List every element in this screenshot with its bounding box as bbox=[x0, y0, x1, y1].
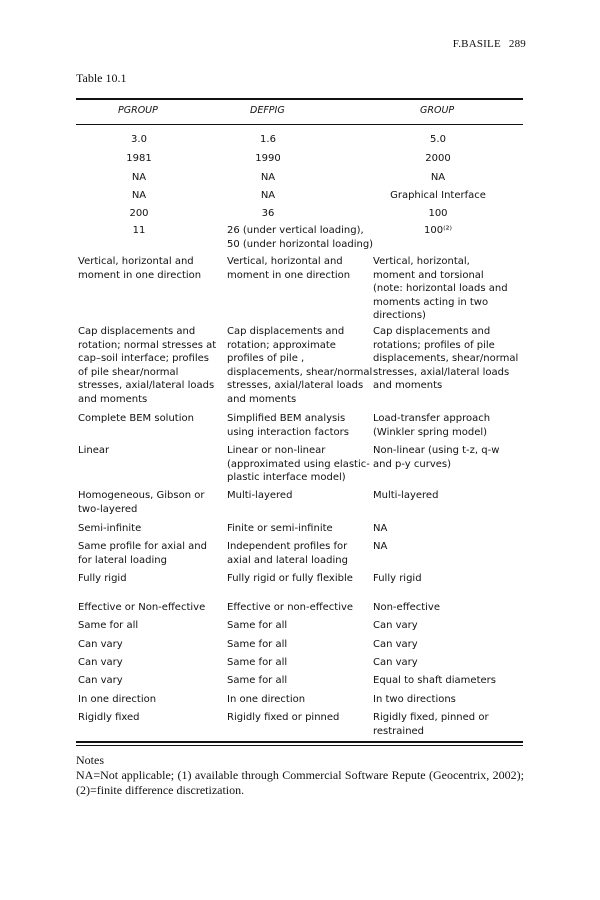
table-cell: NA bbox=[430, 172, 446, 183]
table-cell: Equal to shaft diameters bbox=[373, 675, 496, 686]
table-cell: Can vary bbox=[373, 620, 418, 631]
table-cell: Cap displacements and rotations; profiles of pile displacements, shear/normal stresses, axial/lateral loads and moments bbox=[373, 326, 519, 391]
table-cell: Effective or non-effective bbox=[227, 602, 354, 613]
table-cell: 26 (under vertical loading), 50 (under horizontal loading) bbox=[227, 225, 374, 250]
column-header-defpig: DEFPIG bbox=[250, 105, 285, 116]
table-cell: Same for all bbox=[227, 639, 288, 650]
table-cell: Can vary bbox=[78, 675, 123, 686]
table-cell: 5.0 bbox=[430, 134, 446, 145]
table-cell: Same for all bbox=[78, 620, 139, 631]
table-cell: Same for all bbox=[227, 675, 288, 686]
table-cell: NA bbox=[373, 541, 388, 552]
table-cell: Fully rigid or fully flexible bbox=[227, 573, 353, 584]
table-bottom-rule-double bbox=[76, 745, 523, 746]
table-cell: 100⁽²⁾ bbox=[423, 225, 452, 236]
table-cell: Rigidly fixed bbox=[78, 712, 140, 723]
table-cell: 1981 bbox=[126, 153, 152, 164]
table-bottom-rule bbox=[76, 741, 523, 743]
table-cell: In one direction bbox=[227, 694, 306, 705]
table-cell: Homogeneous, Gibson or two-layered bbox=[78, 490, 205, 515]
table-cell: NA bbox=[260, 190, 276, 201]
column-header-group: GROUP bbox=[420, 105, 455, 116]
table-cell: Fully rigid bbox=[78, 573, 127, 584]
table-cell: Same profile for axial and for lateral loading bbox=[78, 541, 207, 566]
table-cell: 1.6 bbox=[260, 134, 276, 145]
table-cell: Cap displacements and rotation; normal stresses at cap–soil interface; profiles of pile shear/normal stresses, axial/lateral loads and moments bbox=[78, 326, 217, 405]
table-cell: Rigidly fixed, pinned or restrained bbox=[373, 712, 489, 737]
table-cell: Non-linear (using t-z, q-w and p-y curves) bbox=[373, 445, 500, 470]
table-header-rule bbox=[76, 124, 523, 125]
table-cell: NA bbox=[260, 172, 276, 183]
table-cell: Graphical Interface bbox=[390, 190, 486, 201]
table-cell: Vertical, horizontal and moment in one direction bbox=[78, 256, 202, 281]
table-cell: Vertical, horizontal and moment in one direction bbox=[227, 256, 351, 281]
table-cell: Independent profiles for axial and lateral loading bbox=[227, 541, 348, 566]
table-top-rule bbox=[76, 98, 523, 100]
table-cell: 2000 bbox=[425, 153, 451, 164]
table-cell: Multi-layered bbox=[373, 490, 439, 501]
table-cell: Vertical, horizontal, moment and torsional (note: horizontal loads and moments acting in two directions) bbox=[373, 256, 508, 321]
table-cell: 11 bbox=[132, 225, 146, 236]
table-cell: Complete BEM solution bbox=[78, 413, 194, 424]
table-cell: Can vary bbox=[373, 639, 418, 650]
table-cell: Finite or semi-infinite bbox=[227, 523, 333, 534]
table-cell: 100 bbox=[428, 208, 448, 219]
table-cell: Same for all bbox=[227, 657, 288, 668]
table-caption: Table 10.1 bbox=[76, 71, 127, 85]
table-cell: Can vary bbox=[78, 657, 123, 668]
table-cell: In one direction bbox=[78, 694, 157, 705]
table-cell: Semi-infinite bbox=[78, 523, 142, 534]
notes-text: NA=Not applicable; (1) available through Commercial Software Repute (Geocentrix, 2002); (2)=finite difference discretization. bbox=[76, 768, 524, 797]
notes-title: Notes bbox=[76, 753, 104, 767]
table-cell: Linear or non-linear (approximated using elastic- plastic interface model) bbox=[227, 445, 370, 483]
table-cell: In two directions bbox=[373, 694, 456, 705]
table-cell: Linear bbox=[78, 445, 110, 456]
table-cell: Simplified BEM analysis using interaction factors bbox=[227, 413, 349, 438]
table-cell: Multi-layered bbox=[227, 490, 293, 501]
table-cell: Load-transfer approach (Winkler spring model) bbox=[373, 413, 491, 438]
column-header-pgroup: PGROUP bbox=[118, 105, 158, 116]
table-cell: Can vary bbox=[78, 639, 123, 650]
table-cell: Cap displacements and rotation; approximate profiles of pile , displacements, shear/normal stresses, axial/lateral loads and moments bbox=[227, 326, 373, 405]
table-cell: Fully rigid bbox=[373, 573, 422, 584]
running-head-author: F.BASILE bbox=[452, 38, 501, 50]
table-cell: Can vary bbox=[373, 657, 418, 668]
table-cell: Non-effective bbox=[373, 602, 441, 613]
table-cell: NA bbox=[373, 523, 388, 534]
table-cell: 200 bbox=[129, 208, 149, 219]
table-cell: 36 bbox=[261, 208, 275, 219]
table-cell: 3.0 bbox=[131, 134, 147, 145]
table-cell: Effective or Non-effective bbox=[78, 602, 206, 613]
table-cell: NA bbox=[131, 190, 147, 201]
table-cell: 1990 bbox=[255, 153, 281, 164]
table-cell: Rigidly fixed or pinned bbox=[227, 712, 340, 723]
running-head bbox=[453, 38, 526, 50]
table-cell: NA bbox=[131, 172, 147, 183]
page-number: 289 bbox=[508, 38, 526, 50]
table-notes bbox=[76, 753, 524, 798]
table-cell: Same for all bbox=[227, 620, 288, 631]
